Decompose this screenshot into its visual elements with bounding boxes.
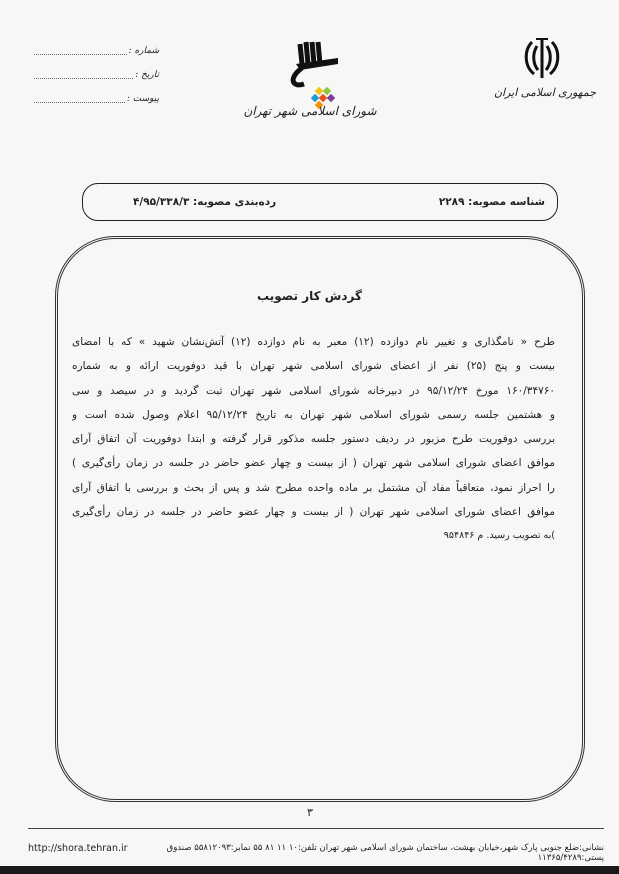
document-title: گردش کار تصویب xyxy=(257,289,362,303)
logo-diamond xyxy=(319,94,327,102)
footer-divider xyxy=(28,828,604,829)
letter-date-field xyxy=(34,70,159,80)
attachment-field xyxy=(34,94,159,104)
field-dots xyxy=(34,70,133,79)
field-dots xyxy=(34,94,125,103)
body-line: ۱۶۰/۳۴۷۶۰ مورخ ۹۵/۱۲/۲۴ در دبیرخانه شورای اسلامی شهر تهران ثبت گردید و در سیصد و سی xyxy=(72,384,555,397)
body-line: موافق اعضای شورای اسلامی شهر تهران ( از بیست و چهار عضو حاضر در جلسه در زمان رأی‌گیری xyxy=(72,506,555,519)
scan-edge xyxy=(0,866,619,874)
logo-diamond xyxy=(323,87,331,95)
logo-diamond xyxy=(311,94,319,102)
body-line: )به تصویب رسید. م ۹۵۴۸۴۶ xyxy=(443,530,555,542)
footer-url[interactable]: http://shora.tehran.ir xyxy=(28,843,128,854)
letter-number-field xyxy=(34,46,159,56)
footer-address: نشانی:ضلع جنوبی پارک شهر،خیابان بهشت، ساختمان شورای اسلامی شهر تهران تلفن:۱۰ ۱۱ ۸۱ ۵۵ نمابر:۵۵۸۱۲۰۹۳ صندوق پستی:۱۱۳۶۵/۴۲۸۹ xyxy=(166,843,604,863)
resolution-id-box xyxy=(82,183,558,221)
approval-body-text xyxy=(72,330,555,549)
logo-diamond xyxy=(315,87,323,95)
resolution-id: شناسه مصوبه: ۲۲۸۹ xyxy=(438,196,545,208)
country-name: جمهوری اسلامی ایران xyxy=(493,86,597,99)
council-name: شورای اسلامی شهر تهران xyxy=(243,104,377,118)
body-line: بیست و پنج (۲۵) نفر از اعضای شورای اسلامی شهر تهران با قید دوفوریت ارائه و به شماره xyxy=(72,360,555,373)
body-line: موافق اعضای شورای اسلامی شهر تهران ( از بیست و چهار عضو حاضر در جلسه در زمان رأی‌گیری ) xyxy=(72,457,555,470)
body-line: و هشتمین جلسه رسمی شورای اسلامی شهر تهران به تاریخ ۹۵/۱۲/۲۴ اعلام وصول شده است و xyxy=(72,408,555,421)
body-line: را احراز نمود، متعاقباً مفاد آن مشتمل بر ماده واحده مطرح شد و پس از بحث و بررسی با اتفاق آرای xyxy=(72,481,555,494)
field-label: تاریخ : xyxy=(135,70,159,80)
page-number: ۳ xyxy=(307,806,313,819)
field-label: شماره : xyxy=(128,46,159,56)
field-label: پیوست : xyxy=(126,94,159,104)
footer xyxy=(28,843,604,863)
body-line: طرح « نامگذاری و تغییر نام دوازده (۱۲) معبر به نام دوازده (۱۲) آتش‌نشان شهید » که با امضای xyxy=(72,336,555,348)
field-dots xyxy=(34,46,127,55)
logo-diamond xyxy=(327,94,335,102)
resolution-classification: رده‌بندی مصوبه: ۴/۹۵/۳۳۸/۳ xyxy=(133,196,277,208)
body-line: بررسی دوفوریت طرح مزبور در ردیف دستور جلسه مذکور قرار گرفته و ابتدا دوفوریت آن اتفاق آرای xyxy=(72,433,555,446)
iran-emblem-icon xyxy=(522,36,562,82)
